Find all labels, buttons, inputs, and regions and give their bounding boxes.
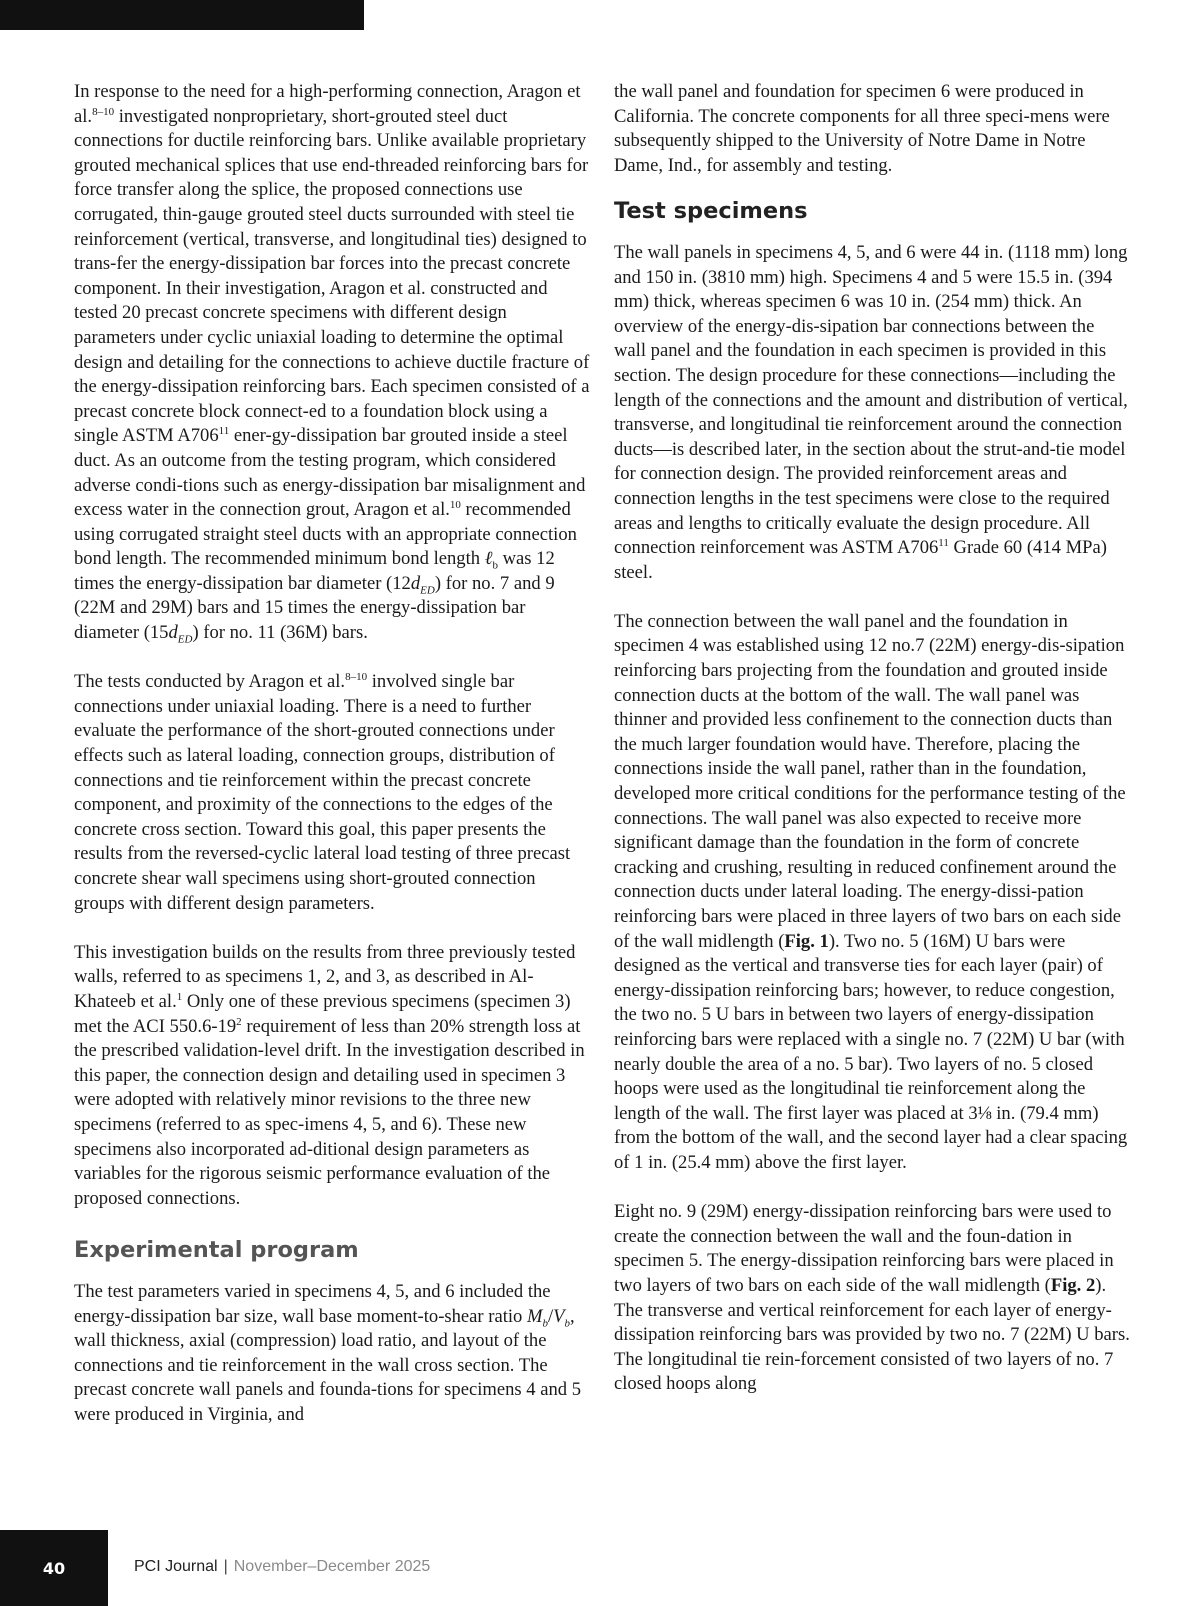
paragraph: the wall panel and foundation for specimen 6 were produced in California. The concrete components for all three speci-mens were subsequently shipped to the University of Notre Dame in Notre Dame, Ind., for assembly and testing.	[614, 81, 1110, 176]
paragraph: The connection between the wall panel and the foundation in specimen 4 was established using 12 no.7 (22M) energy-dis-sipation reinforcing bars projecting from the foundation and grouted inside connection ducts at the bottom of the wall. The wall panel was thinner and provided less confinement to the connection ducts than the much larger foundation would have. Therefore, placing the connections inside the wall panel, rather than in the foundation, developed more critical conditions for the performance testing of the connections. The wall panel was also expected to receive more significant damage than the foundation in the form of concrete cracking and crushing, resulting in reduced confinement around the connection ducts under lateral loading. The energy-dissi-pation reinforcing bars were placed in three layers of two bars on each side of the wall midlength (Fig. 1). Two no. 5 (16M) U bars were designed as the vertical and transverse ties for each layer (pair) of energy-dissipation reinforcing bars; however, to reduce congestion, the two no. 5 U bars in between two layers of energy-dissipation reinforcing bars were replaced with a single no. 7 (22M) U bar (with nearly double the area of a no. 5 bar). Two layers of no. 5 closed hoops were used as the longitudinal tie reinforcement along the length of the wall. The first layer was placed at 3⅛ in. (79.4 mm) from the bottom of the wall, and the second layer had a clear spacing of 1 in. (25.4 mm) above the first layer.	[614, 610, 1128, 1173]
citation: 10	[449, 498, 461, 511]
citation: 11	[218, 425, 230, 438]
left-column	[74, 80, 590, 1452]
citation: 1	[176, 990, 183, 1003]
figure-reference: Fig. 2	[1050, 1274, 1096, 1296]
issue-date: November–December 2025	[233, 1558, 431, 1575]
citation: 8–10	[92, 105, 115, 118]
footer-separator: |	[223, 1558, 228, 1575]
citation: 11	[938, 536, 949, 549]
citation: 8–10	[345, 671, 368, 684]
paragraph: In response to the need for a high-performing connection, Aragon et al.$^{8-10}$ investigated nonproprietary, short-grouted steel duct connections for ductile reinforcing bars. Unlike available proprietary grouted mechanical splices that use end-threaded reinforcing bars for force transfer along the splice, the proposed connections use corrugated, thin-gauge grouted steel ducts surrounded with steel tie reinforcement (vertical, transverse, and longitudinal ties) designed to trans-fer the energy-dissipation bar forces into the precast concrete component. In their investigation, Aragon et al. constructed and tested 20 precast concrete specimens with different design parameters under cyclic uniaxial loading to determine the optimal design and detailing for the connections to achieve ductile fracture of the energy-dissipation reinforcing bars. Each specimen consisted of a precast concrete block connect-ed to a foundation block using a single ASTM $A706^{11}$ ener-gy-dissipation bar grouted inside a steel duct. As an outcome from the testing program, which considered adverse condi-tions such as energy-dissipation bar misalignment and excess water in the connection grout, Aragon et al.$^{10}$ recommended using corrugated straight steel ducts with an appropriate connection bond length. The recommended minimum bond length ℓ$_b$ was 12 times the energy-dissipation bar diameter $(12d_{ED})$ for no. 7 and 9 (22M and 29M) bars and 15 times the energy-dissipation bar diameter $(15d_{ED})$ for no. 11 (36M) bars.	[74, 81, 590, 646]
paragraph: The test parameters varied in specimens 4, 5, and 6 included the energy-dissipation bar size, wall base moment-to-shear ratio $M_b/V_b$, wall thickness, axial (compression) load ratio, and layout of the connections and tie reinforcement in the wall cross section. The precast concrete wall panels and founda-tions for specimens 4 and 5 were produced in Virginia, and	[74, 1280, 582, 1425]
paragraph: This investigation builds on the results from three previously tested walls, referred to as specimens 1, 2, and 3, as described in Al-Khateeb et al.$^1$ Only one of these previous specimens (specimen 3) met the ACI $550.6-19^2$ requirement of less than 20% strength loss at the prescribed validation-level drift. In the investigation described in this paper, the connection design and detailing used in specimen 3 were adopted with relatively minor revisions to the three new specimens (referred to as spec-imens 4, 5, and 6). These new specimens also incorporated ad-ditional design parameters as variables for the rigorous seismic performance evaluation of the proposed connections.	[74, 941, 585, 1209]
section-heading: Test specimens	[614, 197, 808, 224]
journal-name: PCI Journal	[134, 1558, 218, 1575]
paragraph: Eight no. 9 (29M) energy-dissipation reinforcing bars were used to create the connection between the wall and the foun-dation in specimen 5. The energy-dissipation reinforcing bars were placed in two layers of two bars on each side of the wall midlength (Fig. 2). The transverse and vertical reinforcement for each layer of energy-dissipation reinforcing bars was provided by two no. 7 (22M) U bars. The longitudinal tie rein-forcement consisted of two layers of no. 7 closed hoops along	[614, 1201, 1130, 1395]
paragraph: The tests conducted by Aragon et al.$^{8-10}$ involved single bar connections under uniaxial loading. There is a need to further evaluate the performance of the short-grouted connections under effects such as lateral loading, connection groups, distribution of connections and tie reinforcement within the precast concrete component, and proximity of the connections to the edges of the concrete cross section. Toward this goal, this paper presents the results from the reversed-cyclic lateral load testing of three precast concrete shear wall specimens using short-grouted connection groups with different design parameters.	[74, 671, 571, 914]
citation: 2	[236, 1015, 242, 1028]
paragraph: The wall panels in specimens 4, 5, and 6 were 44 in. (1118 mm) long and 150 in. (3810 mm) high. Specimens 4 and 5 were 15.5 in. (394 mm) thick, whereas specimen 6 was 10 in. (254 mm) thick. An overview of the energy-dis-sipation bar connections between the wall panel and the foundation in each specimen is provided in this section. The design procedure for these connections—including the length of the connections and the amount and distribution of vertical, transverse, and longitudinal tie reinforcement around the connection ducts—is described later, in the section about the strut-and-tie model for connection design. The provided reinforcement areas and connection lengths in the test specimens were close to the required areas and lengths to critically evaluate the design procedure. All connection reinforcement was ASTM $A706^{11}$ Grade 60 (414 MPa) steel.	[614, 241, 1128, 583]
section-heading: Experimental program	[74, 1236, 359, 1263]
footer	[134, 1558, 430, 1576]
figure-reference: Fig. 1	[784, 930, 829, 952]
right-column	[614, 80, 1130, 1421]
header-bar	[0, 0, 364, 30]
page-number: 40	[0, 1530, 108, 1606]
